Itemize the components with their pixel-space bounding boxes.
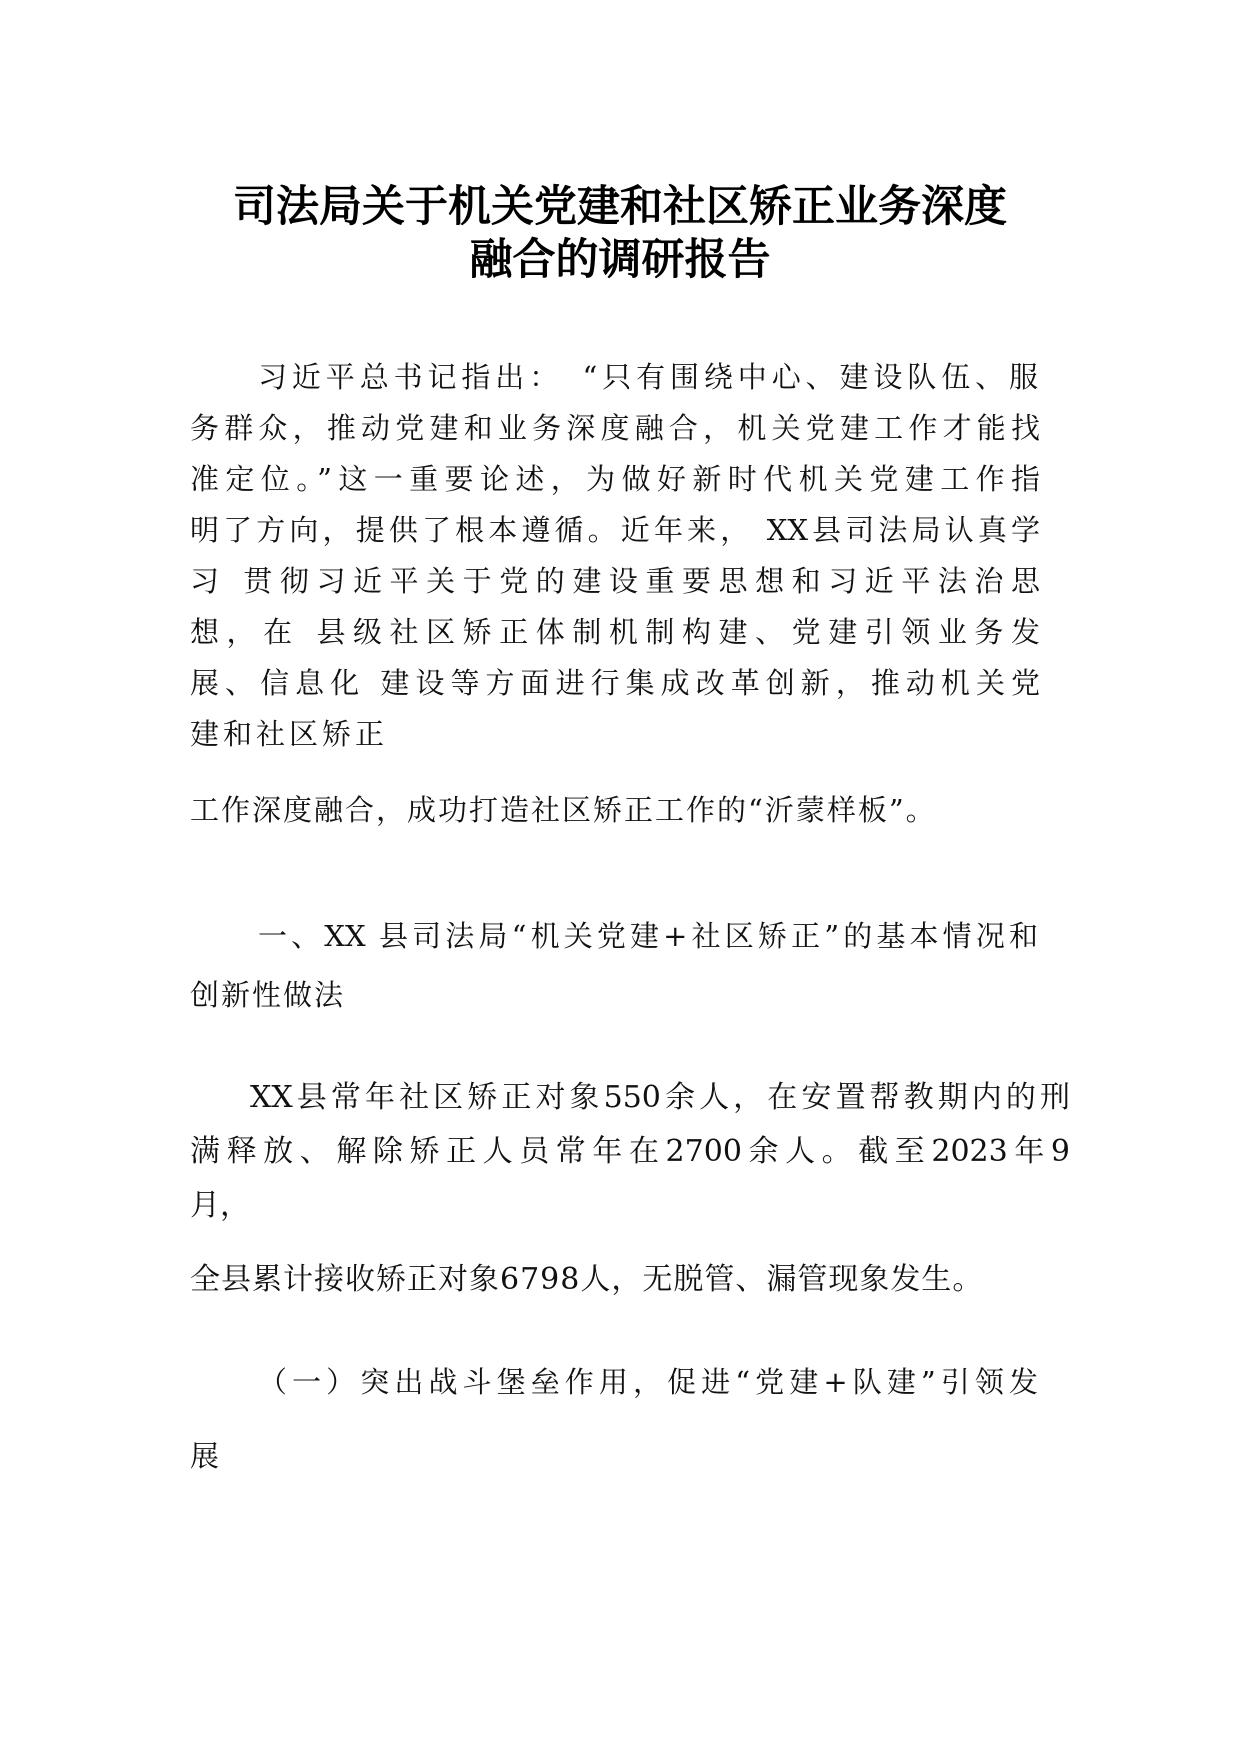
paragraph-1-line-1: 习近平总书记指出： “只有围绕中心、建设队伍、服 xyxy=(258,360,1038,394)
section-heading-2-line-2: 展 xyxy=(190,1439,220,1473)
section-heading-1-line-1: 一、XX 县司法局“机关党建+社区矫正”的基本情况和 xyxy=(258,919,1038,953)
paragraph-1-line-2: 务群众，推动党建和业务深度融合，机关党建工作才能找 xyxy=(190,411,1040,445)
paragraph-1-line-6: 想，在 县级社区矫正体制机制构建、党建引领业务发 xyxy=(190,615,1040,649)
paragraph-1-line-3: 准定位。”这一重要论述，为做好新时代机关党建工作指 xyxy=(190,462,1040,496)
document-title-line-2: 融合的调研报告 xyxy=(469,235,771,285)
document-title-line-1: 司法局关于机关党建和社区矫正业务深度 xyxy=(233,182,1007,232)
paragraph-2-line-1: XX县常年社区矫正对象550余人，在安置帮教期内的刑 xyxy=(250,1080,1070,1115)
section-heading-2-line-1: （一）突出战斗堡垒作用，促进“党建+队建”引领发 xyxy=(258,1365,1038,1399)
paragraph-1-tail: 工作深度融合，成功打造社区矫正工作的“沂蒙样板”。 xyxy=(190,793,937,827)
paragraph-1-line-7: 展、信息化 建设等方面进行集成改革创新，推动机关党 xyxy=(190,666,1040,700)
paragraph-2-tail: 全县累计接收矫正对象6798人，无脱管、漏管现象发生。 xyxy=(190,1262,984,1297)
paragraph-2-line-2: 满释放、解除矫正人员常年在2700余人。截至2023年9 xyxy=(190,1134,1070,1169)
paragraph-1-line-4: 明了方向，提供了根本遵循。近年来， XX县司法局认真学 xyxy=(190,513,1040,547)
paragraph-2-line-3: 月， xyxy=(190,1188,250,1223)
section-heading-1-line-2: 创新性做法 xyxy=(190,978,346,1012)
paragraph-1-line-5: 习 贯彻习近平关于党的建设重要思想和习近平法治思 xyxy=(190,564,1040,598)
paragraph-1-line-8: 建和社区矫正 xyxy=(190,717,389,751)
